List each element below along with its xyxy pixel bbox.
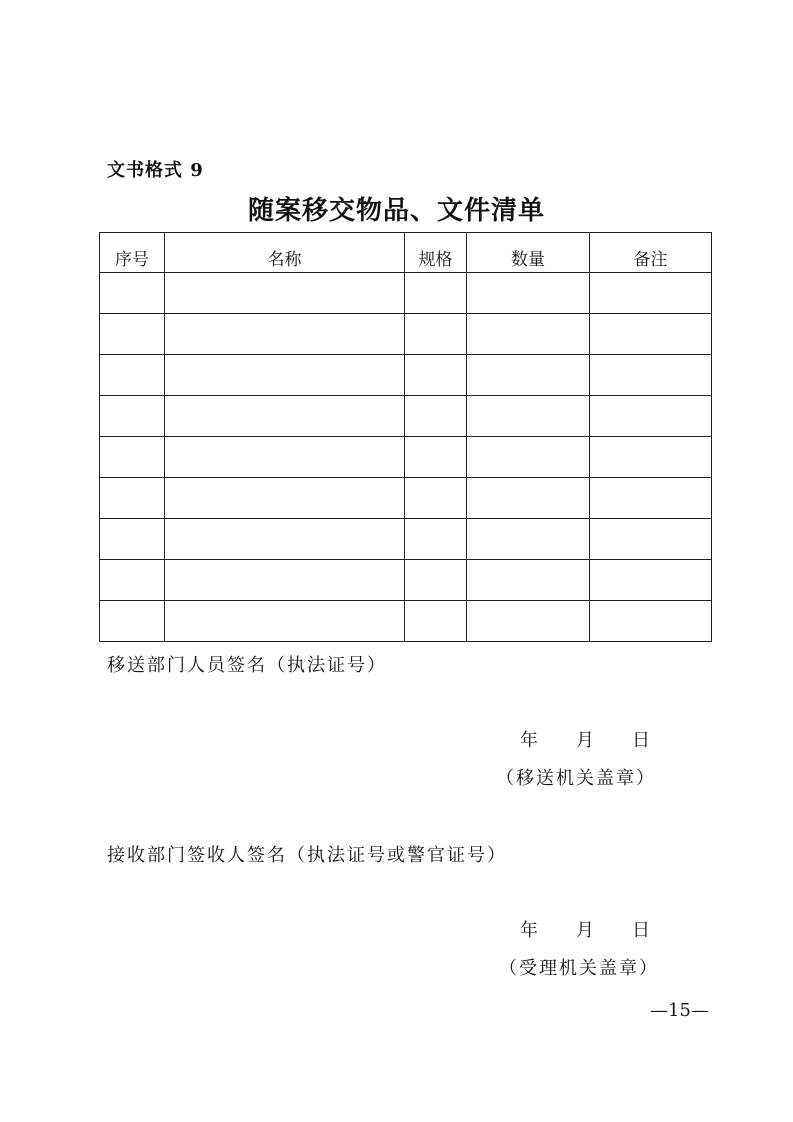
header-spec: 规格 (405, 233, 467, 273)
form-label: 文书格式 9 (107, 160, 204, 181)
table-cell[interactable] (100, 601, 165, 642)
table-cell[interactable] (100, 396, 165, 437)
transfer-signature-label: 移送部门人员签名（执法证号） (107, 655, 387, 676)
table-cell[interactable] (467, 437, 590, 478)
table-cell[interactable] (590, 437, 712, 478)
table-cell[interactable] (405, 560, 467, 601)
table-cell[interactable] (590, 314, 712, 355)
table-row (100, 601, 712, 642)
transfer-date (520, 726, 650, 752)
receive-date-year: 年 (520, 920, 538, 941)
header-name: 名称 (165, 233, 405, 273)
table-cell[interactable] (467, 273, 590, 314)
table-cell[interactable] (165, 396, 405, 437)
table-cell[interactable] (405, 396, 467, 437)
table-cell[interactable] (467, 478, 590, 519)
header-serial: 序号 (100, 233, 165, 273)
table-cell[interactable] (165, 519, 405, 560)
table-cell[interactable] (100, 355, 165, 396)
table-cell[interactable] (467, 314, 590, 355)
receive-date (520, 916, 650, 942)
table-cell[interactable] (405, 519, 467, 560)
table-cell[interactable] (100, 478, 165, 519)
table-cell[interactable] (405, 314, 467, 355)
transfer-date-day: 日 (632, 730, 650, 751)
table-cell[interactable] (405, 478, 467, 519)
table-cell[interactable] (590, 355, 712, 396)
receive-signature-label: 接收部门签收人签名（执法证号或警官证号） (107, 845, 507, 866)
table-cell[interactable] (590, 396, 712, 437)
table-cell[interactable] (100, 560, 165, 601)
table-header-row (100, 233, 712, 273)
header-remarks: 备注 (590, 233, 712, 273)
table-row (100, 478, 712, 519)
table-cell[interactable] (590, 478, 712, 519)
transfer-date-month: 月 (576, 730, 594, 751)
table-cell[interactable] (165, 478, 405, 519)
table-cell[interactable] (165, 273, 405, 314)
header-quantity: 数量 (467, 233, 590, 273)
table-cell[interactable] (467, 560, 590, 601)
page-number: —15— (650, 1000, 709, 1021)
table-cell[interactable] (590, 519, 712, 560)
items-table (99, 232, 712, 642)
table-cell[interactable] (100, 519, 165, 560)
table-cell[interactable] (405, 601, 467, 642)
table-row (100, 437, 712, 478)
table-cell[interactable] (467, 355, 590, 396)
table-cell[interactable] (165, 437, 405, 478)
table-row (100, 273, 712, 314)
table-cell[interactable] (165, 601, 405, 642)
table-cell[interactable] (467, 519, 590, 560)
table-cell[interactable] (165, 560, 405, 601)
document-title: 随案移交物品、文件清单 (247, 196, 545, 226)
table-cell[interactable] (405, 273, 467, 314)
table-row (100, 519, 712, 560)
table-row (100, 355, 712, 396)
table-cell[interactable] (100, 273, 165, 314)
table-cell[interactable] (590, 560, 712, 601)
table-cell[interactable] (590, 273, 712, 314)
receive-seal-label: （受理机关盖章） (499, 958, 659, 979)
table-row (100, 396, 712, 437)
table-cell[interactable] (165, 355, 405, 396)
table-cell[interactable] (165, 314, 405, 355)
table-row (100, 560, 712, 601)
transfer-date-year: 年 (520, 730, 538, 751)
table-cell[interactable] (405, 355, 467, 396)
table-cell[interactable] (100, 437, 165, 478)
table-cell[interactable] (100, 314, 165, 355)
table-cell[interactable] (467, 601, 590, 642)
transfer-seal-label: （移送机关盖章） (496, 768, 656, 789)
receive-date-day: 日 (632, 920, 650, 941)
table-cell[interactable] (405, 437, 467, 478)
table-cell[interactable] (467, 396, 590, 437)
receive-date-month: 月 (576, 920, 594, 941)
table-cell[interactable] (590, 601, 712, 642)
table-row (100, 314, 712, 355)
